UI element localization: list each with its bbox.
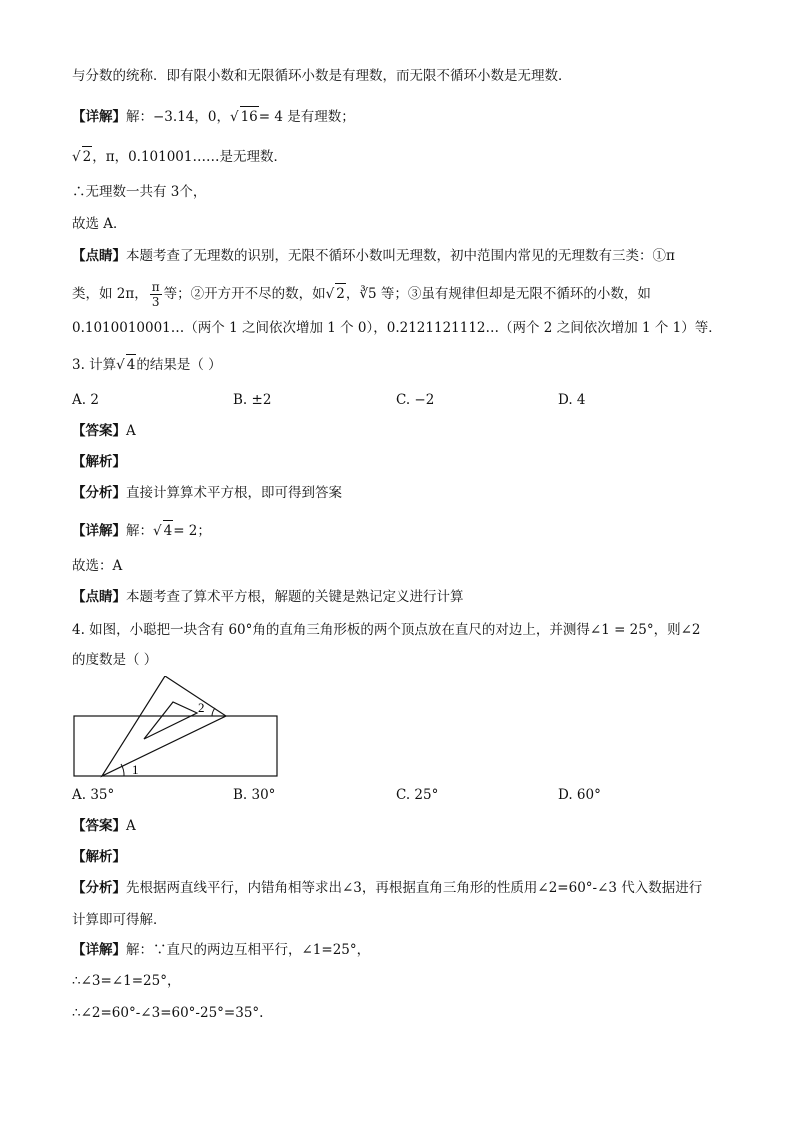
numerator: π <box>151 280 160 294</box>
ruler-triangle-figure <box>72 676 282 780</box>
text: 解：∵直尺的两边互相平行，∠1=25°， <box>126 942 371 958</box>
text: ，∛5 等；③虽有规律但却是无限不循环的小数，如 <box>345 286 651 302</box>
text-line <box>72 910 167 930</box>
text: 故选：A <box>72 558 123 574</box>
option-a: A. 2 <box>72 392 99 408</box>
detail-tag: 【详解】 <box>72 523 126 539</box>
question-3: 3. 计算√ 4的结果是（ ） <box>72 354 222 375</box>
comment-line <box>72 246 675 266</box>
option-b: B. 30° <box>233 787 276 803</box>
detail-line <box>72 940 370 960</box>
angle-2-label: 2 <box>198 700 205 715</box>
text: 与分数的统称．即有限小数和无限循环小数是有理数，而无限不循环小数是无理数． <box>72 68 572 84</box>
text: 4. 如图，小聪把一块含有 60°角的直角三角形板的两个顶点放在直尺的对边上，并测得∠1 = 25°，则∠2 <box>72 622 701 638</box>
option-c: C. −2 <box>396 392 435 408</box>
answer-tag: 【答案】 <box>72 423 126 439</box>
detail-line: 【详解】解：√ 4= 2； <box>72 520 211 541</box>
text-line <box>72 318 722 338</box>
text: 本题考查了算术平方根，解题的关键是熟记定义进行计算 <box>126 589 464 605</box>
radicand: 2 <box>335 283 346 304</box>
option-d: D. 60° <box>558 787 601 803</box>
angle-1-label: 1 <box>132 762 139 777</box>
text: 解：−3.14，0， <box>126 109 230 125</box>
fraction <box>150 280 162 309</box>
analysis-tag: 【分析】 <box>72 485 126 501</box>
option-b: B. ±2 <box>233 392 272 408</box>
text-line <box>72 66 572 86</box>
text: 的度数是（ ） <box>72 652 158 668</box>
text: = 4 是有理数； <box>258 109 355 125</box>
radicand: 4 <box>163 520 174 541</box>
analysis-line <box>72 878 702 898</box>
angle-2-arc <box>212 708 215 716</box>
text: = 2； <box>173 523 211 539</box>
text: ∴无理数一共有 3个， <box>72 184 207 200</box>
option-c: C. 25° <box>396 787 439 803</box>
text-line <box>72 182 206 202</box>
comment-tag: 【点睛】 <box>72 589 126 605</box>
text: 【解析】 <box>72 849 126 865</box>
text: ∴∠3=∠1=25°， <box>72 973 181 989</box>
answer-tag: 【答案】 <box>72 818 126 834</box>
radicand: 16 <box>240 106 259 127</box>
analysis-tag: 【分析】 <box>72 880 126 896</box>
answer-line <box>72 816 136 836</box>
text-line <box>72 650 157 670</box>
text: 直接计算算术平方根，即可得到答案 <box>126 485 342 501</box>
text: ∴∠2=60°-∠3=60°-25°=35°. <box>72 1005 264 1021</box>
radicand: 4 <box>126 354 137 375</box>
text: 故选 A． <box>72 216 127 232</box>
radicand: 2 <box>82 146 93 167</box>
text: 类，如 2π， <box>72 286 148 302</box>
triangle-outer <box>102 676 226 776</box>
detail-tag: 【详解】 <box>72 942 126 958</box>
answer-value: A <box>126 423 136 439</box>
comment-line <box>72 587 464 607</box>
text-line <box>72 556 122 576</box>
option-d: D. 4 <box>558 392 586 408</box>
ruler <box>74 716 277 776</box>
text: 的结果是（ ） <box>136 357 222 373</box>
detail-line: 【详解】解：−3.14，0，√ 16= 4 是有理数； <box>72 106 355 127</box>
comment-tag: 【点睛】 <box>72 248 126 264</box>
text: 【解析】 <box>72 454 126 470</box>
text: 解： <box>126 523 153 539</box>
question-4 <box>72 620 701 640</box>
text: ，π，0.101001……是无理数． <box>92 149 287 165</box>
answer-line <box>72 421 136 441</box>
answer-value: A <box>126 818 136 834</box>
text-line: 类，如 2π， $\frac{\pi}{3}$ 等；②开方开不尽的数，如√ 2，∛5 等；③虽有规律但却是无限不循环的小数，如 <box>72 280 651 309</box>
text-line <box>72 971 180 991</box>
text-line <box>72 1003 263 1023</box>
text-line <box>72 214 127 234</box>
analysis-line <box>72 483 342 503</box>
text: 先根据两直线平行，内错角相等求出∠3，再根据直角三角形的性质用∠2=60°-∠3 代入数据进行 <box>126 880 703 896</box>
analysis-heading <box>72 452 126 472</box>
text: 本题考查了无理数的识别，无限不循环小数叫无理数，初中范围内常见的无理数有三类：①π <box>126 248 675 264</box>
text: 3. 计算 <box>72 357 117 373</box>
text: 0.1010010001…（两个 1 之间依次增加 1 个 0），0.2121121112…（两个 2 之间依次增加 1 个 1）等． <box>72 320 722 336</box>
text: 计算即可得解． <box>72 912 167 928</box>
detail-tag: 【详解】 <box>72 109 126 125</box>
denominator: 3 <box>151 295 160 309</box>
analysis-heading <box>72 847 126 867</box>
text-line: √ 2，π，0.101001……是无理数． <box>72 146 287 167</box>
text: 等；②开方开不尽的数，如 <box>163 286 326 302</box>
option-a: A. 35° <box>72 787 115 803</box>
